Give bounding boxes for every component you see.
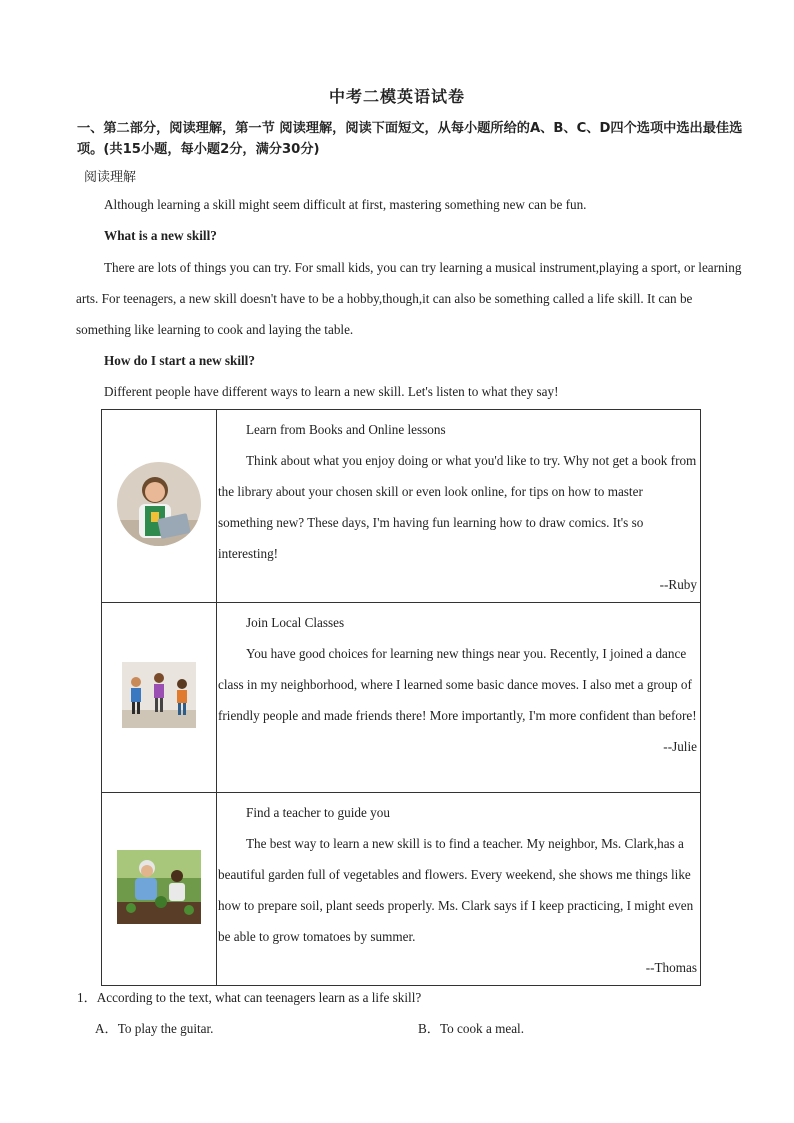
image-cell <box>102 603 217 793</box>
row-body: You have good choices for learning new things near you. Recently, I joined a dance class in my neighborhood, where I learned some basic dance moves. I also met a group of friendly people and made friends there! More importantly, I'm more confident than before! <box>218 646 697 723</box>
subsection-label: 阅读理解 <box>84 170 137 185</box>
row-body: Think about what you enjoy doing or what you'd like to try. Why not get a book from the library about your chosen skill or even look online, for tips on how to master something new? These days, I'm having fun learning how to draw comics. It's so interesting! <box>218 453 697 561</box>
heading-what-is-new-skill: What is a new skill? <box>104 228 217 243</box>
paragraph-new-skill: There are lots of things you can try. For small kids, you can try learning a musical instrument,playing a sport, or learning arts. For teenagers, a new skill doesn't have to be a hobby,though,it can also be something called a life skill. It can be something like learning to cook and laying the table. <box>76 260 742 337</box>
row-heading: Find a teacher to guide you <box>246 805 390 820</box>
row-heading: Join Local Classes <box>246 615 345 630</box>
row-signature: --Thomas <box>645 960 697 975</box>
question-number: 1． <box>77 990 97 1005</box>
text-cell <box>217 410 701 603</box>
row-signature: --Ruby <box>659 577 697 592</box>
heading-how-to-start: How do I start a new skill? <box>104 353 255 368</box>
row-heading: Learn from Books and Online lessons <box>246 422 446 437</box>
kids-dancing-photo <box>122 662 196 728</box>
option-a[interactable]: A．To play the guitar. <box>95 1021 214 1036</box>
intro-paragraph: Although learning a skill might seem difficult at first, mastering something new can be fun. <box>104 197 587 212</box>
question-text: According to the text, what can teenagers learn as a life skill? <box>96 990 422 1005</box>
paragraph-different-ways: Different people have different ways to learn a new skill. Let's listen to what they say! <box>104 384 559 399</box>
text-cell <box>217 603 701 793</box>
text-cell <box>217 793 701 986</box>
question-1 <box>77 987 421 1006</box>
option-b[interactable]: B．To cook a meal. <box>418 1021 525 1036</box>
image-cell <box>102 793 217 986</box>
section-heading: 一、第二部分，阅读理解，第一节 阅读理解，阅读下面短文，从每小题所给的A、B、C、D四个选项中选出最佳选项。(共15小题，每小题2分，满分30分) <box>77 121 743 157</box>
table-row <box>102 793 701 986</box>
image-cell <box>102 410 217 603</box>
row-signature: --Julie <box>663 739 697 754</box>
skills-table <box>101 409 701 986</box>
table-row <box>102 603 701 793</box>
woman-laptop-photo <box>115 460 203 548</box>
page-title: 中考二模英语试卷 <box>328 87 465 106</box>
table-row <box>102 410 701 603</box>
row-body: The best way to learn a new skill is to find a teacher. My neighbor, Ms. Clark,has a beautiful garden full of vegetables and flowers. Every weekend, she shows me things like how to prepare soil, plant seeds properly. Ms. Clark says if I keep practicing, I might even be able to grow tomatoes by summer. <box>218 836 694 944</box>
gardening-photo <box>117 850 201 924</box>
